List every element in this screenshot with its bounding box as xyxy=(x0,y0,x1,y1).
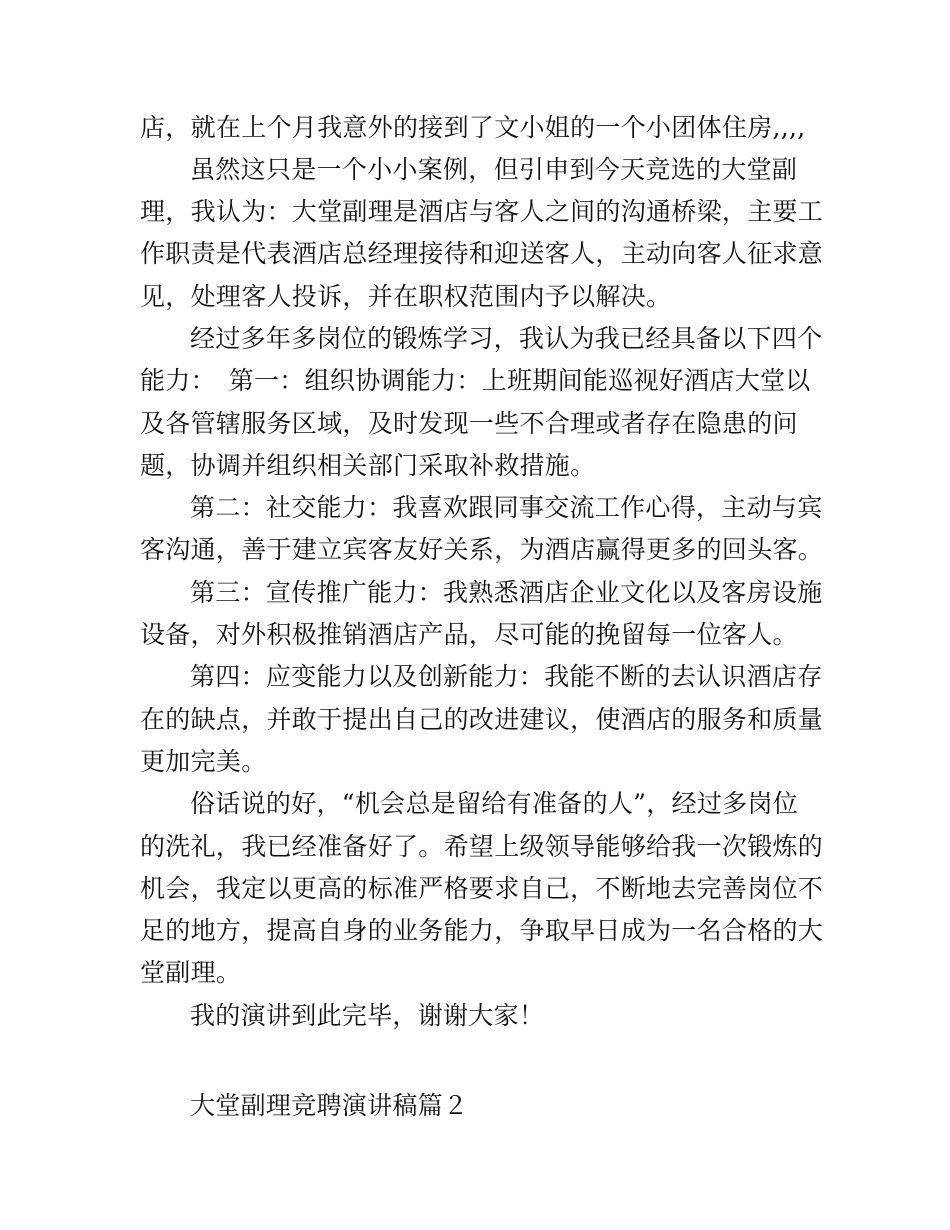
text-line-18: 的洗礼，我已经准备好了。希望上级领导能够给我一次锻炼的 xyxy=(140,832,824,861)
text-line-13: 设备，对外积极推销酒店产品，尽可能的挽留每一位客人。 xyxy=(140,620,798,649)
text-line-14: 第四：应变能力以及创新能力：我能不断的去认识酒店存 xyxy=(190,662,823,691)
section-heading: 大堂副理竞聘演讲稿篇２ xyxy=(190,1091,469,1120)
text-line-4: 作职责是代表酒店总经理接待和迎送客人，主动向客人征求意 xyxy=(140,239,824,268)
text-line-20: 足的地方，提高自身的业务能力，争取早日成为一名合格的大 xyxy=(140,916,824,945)
text-line-15: 在的缺点，并敢于提出自己的改进建议，使酒店的服务和质量 xyxy=(140,705,824,734)
text-line-1: 店，就在上个月我意外的接到了文小姐的一个小团体住房,,,, xyxy=(140,113,806,142)
text-line-6: 经过多年多岗位的锻炼学习，我认为我已经具备以下四个 xyxy=(190,324,823,353)
text-line-8: 及各管辖服务区域，及时发现一些不合理或者存在隐患的问 xyxy=(140,409,798,438)
text-line-2: 虽然这只是一个小小案例，但引申到今天竞选的大堂副 xyxy=(190,155,798,184)
text-line-5: 见，处理客人投诉，并在职权范围内予以解决。 xyxy=(140,282,672,311)
text-line-3: 理，我认为：大堂副理是酒店与客人之间的沟通桥梁，主要工 xyxy=(140,197,824,226)
text-line-10: 第二：社交能力：我喜欢跟同事交流工作心得，主动与宾 xyxy=(190,493,823,522)
text-line-19: 机会，我定以更高的标准严格要求自己，不断地去完善岗位不 xyxy=(140,874,824,903)
text-line-22: 我的演讲到此完毕，谢谢大家！ xyxy=(190,1001,545,1030)
text-line-12: 第三：宣传推广能力：我熟悉酒店企业文化以及客房设施 xyxy=(190,578,823,607)
text-line-17: 俗话说的好，“机会总是留给有准备的人”，经过多岗位 xyxy=(190,789,799,818)
text-line-16: 更加完美。 xyxy=(140,747,267,776)
text-line-21: 堂副理。 xyxy=(140,958,242,987)
text-line-11: 客沟通，善于建立宾客友好关系，为酒店赢得更多的回头客。 xyxy=(140,535,824,564)
text-line-9: 题，协调并组织相关部门采取补救措施。 xyxy=(140,451,596,480)
text-line-7: 能力： 第一：组织协调能力：上班期间能巡视好酒店大堂以 xyxy=(140,366,811,395)
